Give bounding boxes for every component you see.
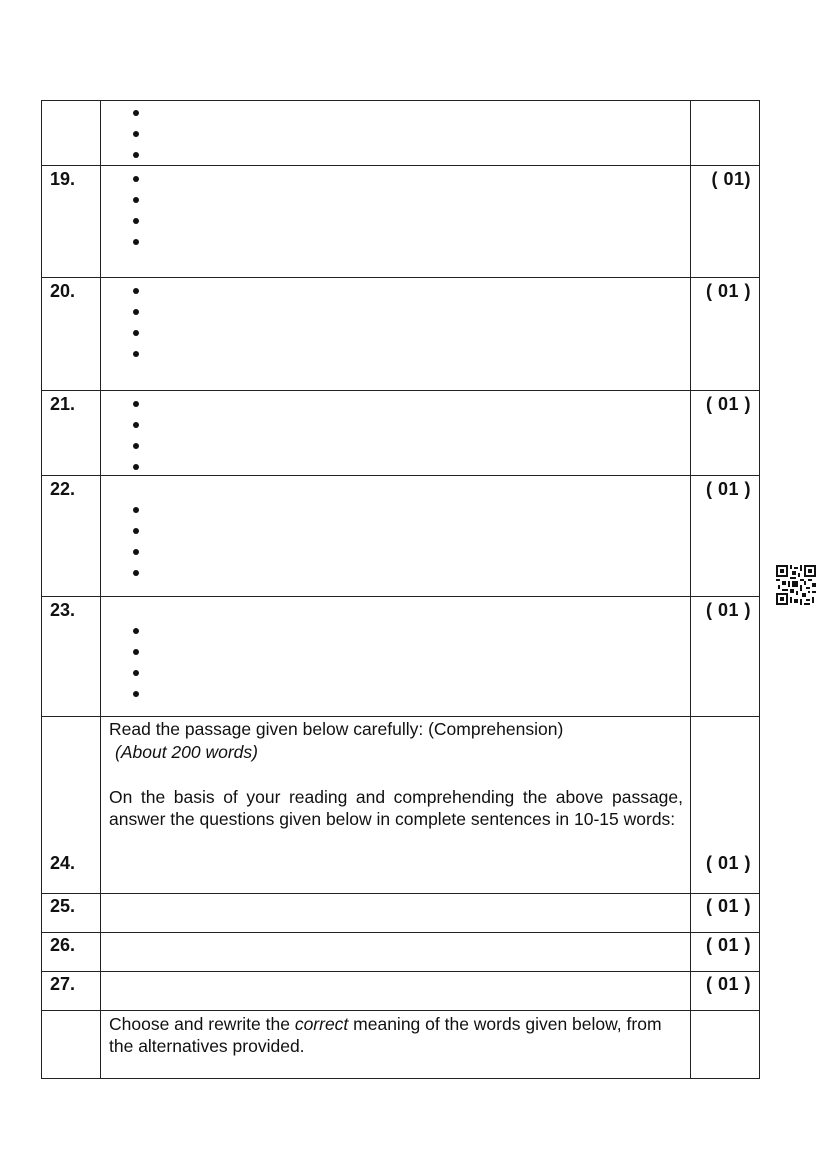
- question-number-cell: [42, 894, 101, 933]
- answer-cell: [101, 717, 691, 894]
- table-row: [41, 893, 760, 933]
- table-row: [41, 971, 760, 1011]
- question-number-cell: [42, 717, 101, 894]
- question-number: 26.: [50, 935, 76, 955]
- answer-cell: [101, 391, 691, 476]
- table-row: [41, 716, 760, 894]
- marks-label: ( 01 ): [705, 974, 751, 994]
- question-number: 24.: [50, 853, 76, 873]
- marks-label: ( 01 ): [705, 479, 751, 499]
- answer-cell: [101, 101, 691, 166]
- question-number-cell: [42, 933, 101, 972]
- marks-cell: [691, 391, 759, 476]
- marks-cell: [691, 476, 759, 597]
- vocabulary-emphasis: correct: [294, 1014, 349, 1034]
- marks-label: ( 01 ): [705, 896, 751, 916]
- answer-cell: [101, 476, 691, 597]
- table-row: [41, 475, 760, 597]
- comprehension-prompt: On the basis of your reading and comprehending the above passage, answer the questions given below in complete sentences in 10-15 words:: [109, 787, 683, 829]
- answer-cell: [101, 972, 691, 1011]
- marks-cell: [691, 1011, 759, 1078]
- marks-cell: [691, 101, 759, 166]
- question-number-cell: [42, 101, 101, 166]
- vocabulary-text-after: meaning of the words given below, from the alternatives provided.: [109, 1014, 662, 1056]
- question-number: 22.: [50, 479, 76, 499]
- marks-cell: [691, 933, 759, 972]
- marks-label: ( 01): [711, 169, 751, 189]
- marks-cell: [691, 894, 759, 933]
- marks-label: ( 01 ): [705, 853, 751, 873]
- word-count-note: (About 200 words): [115, 742, 258, 762]
- table-row: [41, 100, 760, 166]
- question-number: 21.: [50, 394, 76, 414]
- marks-label: ( 01 ): [705, 935, 751, 955]
- question-number: 27.: [50, 974, 76, 994]
- table-row: [41, 596, 760, 717]
- answer-cell: [101, 1011, 691, 1078]
- question-number-cell: [42, 597, 101, 717]
- vocabulary-text-before: Choose and rewrite the: [109, 1014, 295, 1034]
- question-number-cell: [42, 166, 101, 278]
- answer-cell: [101, 597, 691, 717]
- marks-cell: [691, 597, 759, 717]
- question-number-cell: [42, 972, 101, 1011]
- question-table: [41, 100, 760, 1078]
- question-number-cell: [42, 278, 101, 391]
- answer-cell: [101, 166, 691, 278]
- answer-cell: [101, 278, 691, 391]
- marks-cell: [691, 278, 759, 391]
- question-number-cell: [42, 391, 101, 476]
- question-number: 25.: [50, 896, 76, 916]
- table-row: [41, 277, 760, 391]
- marks-cell: [691, 717, 759, 894]
- marks-cell: [691, 166, 759, 278]
- table-row: [41, 165, 760, 278]
- vocabulary-instruction: [109, 1013, 683, 1057]
- table-row: [41, 390, 760, 476]
- question-number-cell: [42, 1011, 101, 1078]
- comprehension-instruction: Read the passage given below carefully: (Comprehension): [109, 719, 564, 739]
- question-number: 20.: [50, 281, 76, 301]
- table-row: [41, 932, 760, 972]
- qr-code-icon: [776, 565, 816, 605]
- marks-cell: [691, 972, 759, 1011]
- question-number: 19.: [50, 169, 76, 189]
- marks-label: ( 01 ): [705, 600, 751, 620]
- marks-label: ( 01 ): [705, 394, 751, 414]
- question-number-cell: [42, 476, 101, 597]
- marks-label: ( 01 ): [705, 281, 751, 301]
- answer-cell: [101, 894, 691, 933]
- question-number: 23.: [50, 600, 76, 620]
- table-row: [41, 1010, 760, 1079]
- answer-cell: [101, 933, 691, 972]
